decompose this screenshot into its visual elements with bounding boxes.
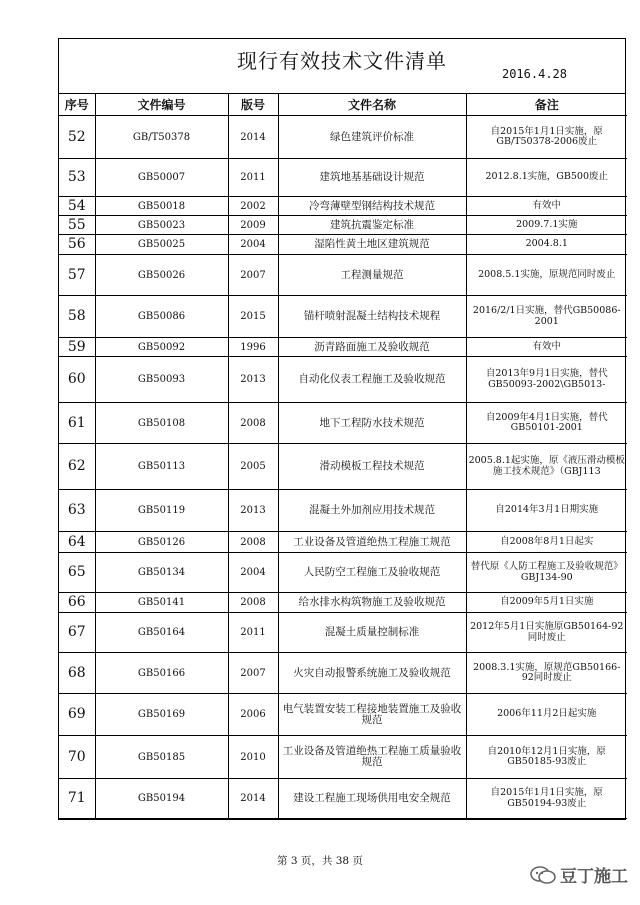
row-serial: 57 <box>59 255 95 296</box>
table-row <box>59 779 627 819</box>
row-serial: 60 <box>59 357 95 403</box>
header-version: 版号 <box>228 94 278 116</box>
row-version: 2014 <box>228 779 278 819</box>
row-serial: 58 <box>59 296 95 338</box>
row-version: 2008 <box>228 532 278 553</box>
row-version: 2014 <box>228 116 278 159</box>
row-file-name: 混凝土外加剂应用技术规范 <box>278 490 466 532</box>
table-row <box>59 296 627 338</box>
title-block <box>59 39 625 94</box>
row-file-code: GB50119 <box>95 490 228 532</box>
row-version: 2007 <box>228 255 278 296</box>
row-serial: 56 <box>59 235 95 255</box>
header-remark: 备注 <box>466 94 627 116</box>
table-row <box>59 490 627 532</box>
row-file-code: GB50141 <box>95 593 228 613</box>
row-serial: 66 <box>59 593 95 613</box>
row-file-code: GB50164 <box>95 613 228 653</box>
header-serial: 序号 <box>59 94 95 116</box>
row-remark: 2016/2/1日实施，替代GB50086-2001 <box>466 296 627 338</box>
row-serial: 59 <box>59 338 95 357</box>
table-row <box>59 694 627 736</box>
row-file-code: GB50086 <box>95 296 228 338</box>
row-remark: 有效中 <box>466 338 627 357</box>
row-version: 2015 <box>228 296 278 338</box>
row-file-code: GB50194 <box>95 779 228 819</box>
watermark <box>530 862 628 887</box>
row-version: 2005 <box>228 444 278 490</box>
row-file-name: 人民防空工程施工及验收规范 <box>278 553 466 593</box>
row-file-code: GB50018 <box>95 197 228 216</box>
row-file-name: 锚杆喷射混凝土结构技术规程 <box>278 296 466 338</box>
table-row <box>59 553 627 593</box>
table-row <box>59 403 627 444</box>
watermark-text: 豆丁施工 <box>560 867 628 887</box>
row-file-name: 滑动模板工程技术规范 <box>278 444 466 490</box>
row-remark: 2006年11月2日起实施 <box>466 694 627 736</box>
row-file-code: GB50169 <box>95 694 228 736</box>
row-version: 2011 <box>228 159 278 197</box>
row-remark: 自2009年4月1日实施，替代GB50101-2001 <box>466 403 627 444</box>
row-version: 2007 <box>228 653 278 694</box>
row-remark: 自2013年9月1日实施，替代GB50093-2002\GB5013- <box>466 357 627 403</box>
row-serial: 62 <box>59 444 95 490</box>
row-version: 1996 <box>228 338 278 357</box>
row-remark: 自2009年5月1日实施 <box>466 593 627 613</box>
row-file-name: 电气装置安装工程接地装置施工及验收规范 <box>278 694 466 736</box>
row-serial: 70 <box>59 736 95 779</box>
row-file-code: GB50025 <box>95 235 228 255</box>
list-date: 2016.4.28 <box>501 67 567 81</box>
row-version: 2008 <box>228 593 278 613</box>
row-file-code: GB50166 <box>95 653 228 694</box>
row-file-name: 沥青路面施工及验收规范 <box>278 338 466 357</box>
table-header-row <box>59 94 627 116</box>
row-remark: 替代原《人防工程施工及验收规范》GBJ134-90 <box>466 553 627 593</box>
table-row <box>59 532 627 553</box>
row-file-code: GB50113 <box>95 444 228 490</box>
page-title: 现行有效技术文件清单 <box>237 49 447 73</box>
row-file-code: GB50108 <box>95 403 228 444</box>
row-file-name: 建设工程施工现场供用电安全规范 <box>278 779 466 819</box>
row-serial: 63 <box>59 490 95 532</box>
row-remark: 2008.5.1实施，原规范同时废止 <box>466 255 627 296</box>
row-file-code: GB50026 <box>95 255 228 296</box>
row-remark: 2004.8.1 <box>466 235 627 255</box>
row-file-name: 火灾自动报警系统施工及验收规范 <box>278 653 466 694</box>
row-file-name: 工业设备及管道绝热工程施工质量验收规范 <box>278 736 466 779</box>
standards-table <box>59 94 627 819</box>
row-version: 2013 <box>228 490 278 532</box>
row-serial: 64 <box>59 532 95 553</box>
row-file-name: 地下工程防水技术规范 <box>278 403 466 444</box>
row-version: 2006 <box>228 694 278 736</box>
header-file-name: 文件名称 <box>278 94 466 116</box>
row-remark: 自2015年1月1日实施，原GB/T50378-2006废止 <box>466 116 627 159</box>
row-version: 2011 <box>228 613 278 653</box>
row-file-code: GB50185 <box>95 736 228 779</box>
wechat-icon <box>530 865 556 885</box>
row-file-name: 自动化仪表工程施工及验收规范 <box>278 357 466 403</box>
row-remark: 2012.8.1实施，GB500废止 <box>466 159 627 197</box>
row-remark: 自2015年1月1日实施，原GB50194-93废止 <box>466 779 627 819</box>
row-serial: 65 <box>59 553 95 593</box>
row-remark: 2009.7.1实施 <box>466 216 627 235</box>
row-file-name: 建筑地基基础设计规范 <box>278 159 466 197</box>
row-remark: 有效中 <box>466 197 627 216</box>
row-file-name: 湿陷性黄土地区建筑规范 <box>278 235 466 255</box>
table-row <box>59 197 627 216</box>
table-row <box>59 338 627 357</box>
row-serial: 61 <box>59 403 95 444</box>
row-file-name: 建筑抗震鉴定标准 <box>278 216 466 235</box>
row-remark: 自2010年12月1日实施，原GB50185-93废止 <box>466 736 627 779</box>
row-serial: 55 <box>59 216 95 235</box>
row-serial: 54 <box>59 197 95 216</box>
row-version: 2013 <box>228 357 278 403</box>
table-row <box>59 216 627 235</box>
row-file-code: GB50093 <box>95 357 228 403</box>
row-version: 2004 <box>228 235 278 255</box>
row-file-name: 工程测量规范 <box>278 255 466 296</box>
table-row <box>59 255 627 296</box>
row-version: 2002 <box>228 197 278 216</box>
row-file-name: 给水排水构筑物施工及验收规范 <box>278 593 466 613</box>
row-remark: 自2008年8月1日起实 <box>466 532 627 553</box>
table-row <box>59 653 627 694</box>
row-remark: 自2014年3月1日期实施 <box>466 490 627 532</box>
row-serial: 71 <box>59 779 95 819</box>
table-row <box>59 613 627 653</box>
row-file-code: GB50007 <box>95 159 228 197</box>
table-row <box>59 736 627 779</box>
table-row <box>59 235 627 255</box>
row-file-name: 绿色建筑评价标准 <box>278 116 466 159</box>
table-row <box>59 116 627 159</box>
row-remark: 2008.3.1实施，原规范GB50166-92同时废止 <box>466 653 627 694</box>
row-file-code: GB/T50378 <box>95 116 228 159</box>
document-sheet <box>58 38 626 820</box>
row-version: 2010 <box>228 736 278 779</box>
table-row <box>59 357 627 403</box>
row-serial: 67 <box>59 613 95 653</box>
row-serial: 68 <box>59 653 95 694</box>
page-footer: 第 3 页，共 38 页 <box>277 855 363 867</box>
row-version: 2008 <box>228 403 278 444</box>
table-row <box>59 444 627 490</box>
row-file-name: 工业设备及管道绝热工程施工规范 <box>278 532 466 553</box>
row-file-code: GB50023 <box>95 216 228 235</box>
row-version: 2004 <box>228 553 278 593</box>
row-remark: 2005.8.1起实施，原《液压滑动模板施工技术规范》（GBJ113 <box>466 444 627 490</box>
table-row <box>59 159 627 197</box>
row-file-name: 冷弯薄壁型钢结构技术规范 <box>278 197 466 216</box>
row-remark: 2012年5月1日实施原GB50164-92同时废止 <box>466 613 627 653</box>
row-file-code: GB50134 <box>95 553 228 593</box>
header-file-code: 文件编号 <box>95 94 228 116</box>
table-row <box>59 593 627 613</box>
row-version: 2009 <box>228 216 278 235</box>
row-file-code: GB50092 <box>95 338 228 357</box>
row-file-name: 混凝土质量控制标准 <box>278 613 466 653</box>
row-file-code: GB50126 <box>95 532 228 553</box>
row-serial: 53 <box>59 159 95 197</box>
row-serial: 52 <box>59 116 95 159</box>
row-serial: 69 <box>59 694 95 736</box>
